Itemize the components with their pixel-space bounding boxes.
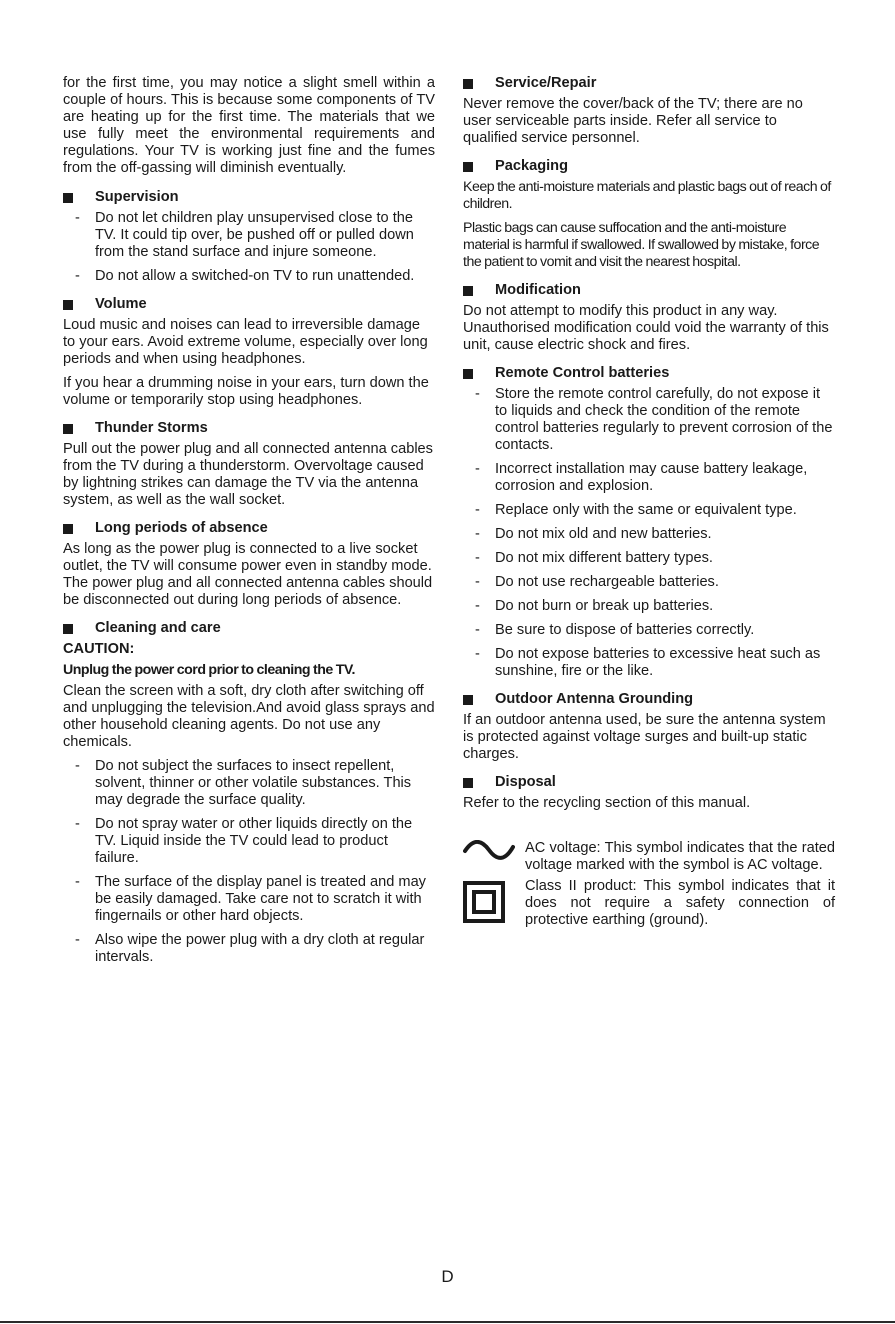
section-modification bbox=[463, 282, 835, 354]
section-heading: Outdoor Antenna Grounding bbox=[463, 691, 835, 708]
section-thunder-storms bbox=[63, 420, 435, 509]
paragraph: As long as the power plug is connected to a live socket outlet, the TV will consume power even in standby mode. The power plug and all connected antenna cables should be disconnected out during long periods of absence. bbox=[63, 541, 433, 608]
square-bullet-icon bbox=[63, 193, 73, 203]
section-packaging bbox=[463, 158, 835, 271]
list-item: - Store the remote control carefully, do not expose it to liquids and check the condition of the remote control batteries regularly to prevent corrosion of the contacts. bbox=[475, 386, 833, 453]
class-ii-symbol-row bbox=[463, 878, 835, 929]
ac-voltage-text: AC voltage: This symbol indicates that the rated voltage marked with the symbol is AC voltage. bbox=[525, 840, 835, 873]
section-heading: Disposal bbox=[463, 774, 835, 791]
list-item: - Do not mix old and new batteries. bbox=[475, 526, 712, 542]
square-bullet-icon bbox=[463, 286, 473, 296]
list-item: - Do not allow a switched-on TV to run unattended. bbox=[75, 268, 415, 284]
section-heading: Thunder Storms bbox=[63, 420, 435, 437]
square-bullet-icon bbox=[63, 524, 73, 534]
paragraph: Never remove the cover/back of the TV; there are no user serviceable parts inside. Refer all service to qualified service personnel. bbox=[463, 96, 803, 146]
paragraph: Do not attempt to modify this product in any way. Unauthorised modification could void the warranty of this unit, cause electric shock and fires. bbox=[463, 303, 829, 353]
paragraph: Keep the anti-moisture materials and plastic bags out of reach of children. bbox=[463, 179, 831, 212]
unplug-warning: Unplug the power cord prior to cleaning the TV. bbox=[63, 662, 356, 678]
supervision-list bbox=[63, 210, 435, 285]
list-item: - Be sure to dispose of batteries correctly. bbox=[475, 622, 755, 638]
left-column bbox=[63, 75, 435, 977]
section-heading: Long periods of absence bbox=[63, 520, 435, 537]
square-bullet-icon bbox=[63, 624, 73, 634]
paragraph: Loud music and noises can lead to irreversible damage to your ears. Avoid extreme volume, especially over long periods and when using headphones. bbox=[63, 317, 428, 367]
ac-voltage-symbol-row bbox=[463, 840, 835, 874]
list-item: - Also wipe the power plug with a dry cloth at regular intervals. bbox=[75, 932, 425, 965]
list-item: - Do not subject the surfaces to insect repellent, solvent, thinner or other volatile substances. This may degrade the surface quality. bbox=[75, 758, 412, 808]
section-remote-batteries bbox=[463, 365, 835, 680]
section-heading: Supervision bbox=[63, 189, 435, 206]
section-heading: Service/Repair bbox=[463, 75, 835, 92]
ac-voltage-icon bbox=[463, 840, 525, 865]
list-item: - The surface of the display panel is treated and may be easily damaged. Take care not to scratch it with fingernails or other hard objects. bbox=[75, 874, 426, 924]
section-supervision bbox=[63, 189, 435, 285]
square-bullet-icon bbox=[463, 369, 473, 379]
section-disposal bbox=[463, 774, 835, 812]
remote-list bbox=[463, 386, 835, 680]
bottom-rule bbox=[0, 1321, 895, 1323]
cleaning-list bbox=[63, 758, 435, 966]
list-item: - Do not expose batteries to excessive heat such as sunshine, fire or the like. bbox=[475, 646, 821, 679]
section-heading: Packaging bbox=[463, 158, 835, 175]
section-heading: Modification bbox=[463, 282, 835, 299]
paragraph: Refer to the recycling section of this manual. bbox=[463, 795, 751, 811]
section-volume bbox=[63, 296, 435, 409]
page-number: D bbox=[441, 1267, 454, 1286]
right-column bbox=[463, 75, 835, 933]
list-item: - Do not use rechargeable batteries. bbox=[475, 574, 719, 590]
paragraph: Pull out the power plug and all connected antenna cables from the TV during a thunderstorm. Overvoltage caused by lightning strikes can damage the TV via the antenna system, as well as the wall socket. bbox=[63, 441, 433, 508]
section-heading: Cleaning and care bbox=[63, 620, 435, 637]
square-bullet-icon bbox=[463, 778, 473, 788]
paragraph: Clean the screen with a soft, dry cloth after switching off and unplugging the television.And avoid glass sprays and other household cleaning agents. Do not use any chemicals. bbox=[63, 683, 435, 750]
intro-paragraph: for the first time, you may notice a slight smell within a couple of hours. This is because some components of TV are heating up for the first time. The materials that we use fully meet the environmental requirements and regulations. Your TV is working just fine and the fumes from the off-gassing will diminish eventually. bbox=[63, 75, 435, 176]
list-item: - Do not burn or break up batteries. bbox=[475, 598, 714, 614]
section-cleaning bbox=[63, 620, 435, 966]
caution-label: CAUTION: bbox=[63, 641, 135, 657]
paragraph: If you hear a drumming noise in your ears, turn down the volume or temporarily stop using headphones. bbox=[63, 375, 429, 408]
section-service-repair bbox=[463, 75, 835, 147]
section-heading: Volume bbox=[63, 296, 435, 313]
list-item: - Do not mix different battery types. bbox=[475, 550, 713, 566]
list-item: - Incorrect installation may cause battery leakage, corrosion and explosion. bbox=[475, 461, 808, 494]
square-bullet-icon bbox=[63, 424, 73, 434]
section-heading: Remote Control batteries bbox=[463, 365, 835, 382]
section-outdoor-antenna bbox=[463, 691, 835, 763]
class-ii-icon bbox=[463, 878, 525, 928]
square-bullet-icon bbox=[63, 300, 73, 310]
class-ii-text: Class II product: This symbol indicates that it does not require a safety connection of protective earthing (ground). bbox=[525, 878, 835, 928]
paragraph: If an outdoor antenna used, be sure the antenna system is protected against voltage surges and built-up static charges. bbox=[463, 712, 826, 762]
list-item: - Do not let children play unsupervised close to the TV. It could tip over, be pushed off or pulled down from the stand surface and injure someone. bbox=[75, 210, 414, 260]
list-item: - Replace only with the same or equivalent type. bbox=[475, 502, 797, 518]
square-bullet-icon bbox=[463, 695, 473, 705]
square-bullet-icon bbox=[463, 79, 473, 89]
square-bullet-icon bbox=[463, 162, 473, 172]
paragraph: Plastic bags can cause suffocation and the anti-moisture material is harmful if swallowed. If swallowed by mistake, force the patient to vomit and visit the nearest hospital. bbox=[463, 220, 820, 270]
section-long-absence bbox=[63, 520, 435, 609]
list-item: - Do not spray water or other liquids directly on the TV. Liquid inside the TV could lead to product failure. bbox=[75, 816, 413, 866]
